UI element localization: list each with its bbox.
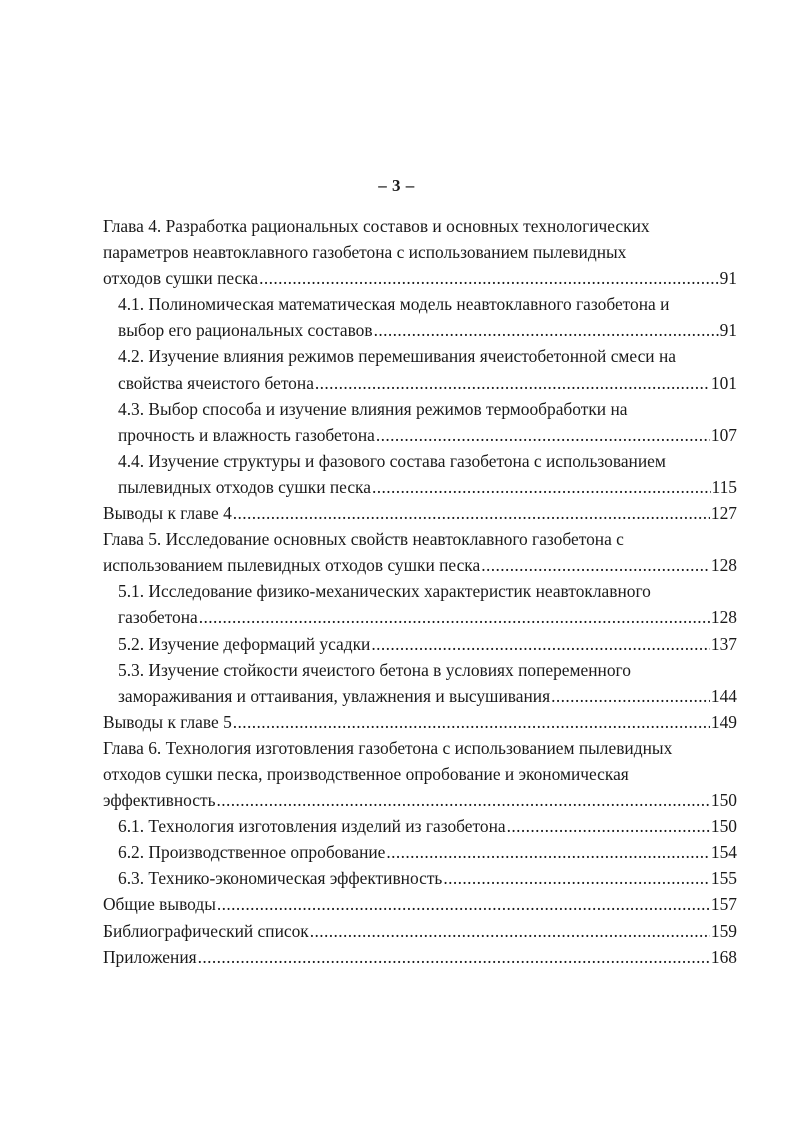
- toc-entry-text: 5.3. Изучение стойкости ячеистого бетона в условиях попеременного: [118, 659, 631, 680]
- dot-leader: [507, 813, 710, 839]
- toc-entry-text: замораживания и оттаивания, увлажнения и высушивания: [118, 685, 551, 706]
- toc-entry-bibliography[interactable]: [103, 918, 737, 944]
- toc-entry-conclusions-5[interactable]: [103, 709, 737, 735]
- toc-page-number: 115: [711, 476, 737, 497]
- toc-entry-text: Библиографический список: [103, 920, 309, 941]
- toc-entry-text: параметров неавтоклавного газобетона с использованием пылевидных: [103, 242, 627, 263]
- toc-page-number: 128: [710, 607, 737, 628]
- toc-entry-text: использованием пылевидных отходов сушки песка: [103, 555, 481, 576]
- toc-page-number: 157: [710, 894, 737, 915]
- toc-entry-section-4-4[interactable]: [103, 448, 737, 500]
- toc-page-number: 137: [710, 633, 737, 654]
- dot-leader: [217, 787, 710, 813]
- toc-entry-text: Приложения: [103, 946, 197, 967]
- dot-leader: [310, 918, 710, 944]
- toc-entry-text: 4.2. Изучение влияния режимов перемешивания ячеистобетонной смеси на: [118, 346, 676, 367]
- toc-entry-text: пылевидных отходов сушки песка: [118, 476, 371, 497]
- dot-leader: [372, 474, 711, 500]
- toc-page-number: 91: [719, 320, 737, 341]
- toc-page-number: 154: [710, 842, 737, 863]
- toc-entry-section-5-3[interactable]: [103, 657, 737, 709]
- toc-entry-text: Глава 5. Исследование основных свойств неавтоклавного газобетона с: [103, 529, 624, 550]
- toc-entry-text: Выводы к главе 5: [103, 711, 232, 732]
- toc-page-number: 159: [710, 920, 737, 941]
- toc-page-number: 101: [710, 372, 737, 393]
- page-number: – 3 –: [378, 176, 415, 195]
- toc-entry-chapter-5[interactable]: [103, 526, 737, 578]
- toc-entry-text: газобетона: [118, 607, 198, 628]
- toc-entry-section-6-1[interactable]: [103, 813, 737, 839]
- toc-page-number: 168: [710, 946, 737, 967]
- toc-entry-text: отходов сушки песка: [103, 268, 259, 289]
- table-of-contents: [103, 213, 737, 970]
- toc-entry-text: Глава 4. Разработка рациональных составов и основных технологических: [103, 216, 650, 236]
- toc-page-number: 149: [710, 711, 737, 732]
- toc-entry-chapter-4[interactable]: [103, 213, 737, 291]
- toc-page-number: 107: [710, 424, 737, 445]
- toc-entry-text: 6.2. Производственное опробование: [118, 842, 386, 863]
- toc-entry-section-6-3[interactable]: [103, 865, 737, 891]
- toc-page-number: 150: [710, 816, 737, 837]
- toc-entry-text: 4.1. Полиномическая математическая модель неавтоклавного газобетона и: [118, 294, 670, 315]
- toc-page-number: 127: [710, 503, 737, 524]
- toc-entry-text: Глава 6. Технология изготовления газобетона с использованием пылевидных: [103, 737, 673, 758]
- toc-entry-conclusions-4[interactable]: [103, 500, 737, 526]
- dot-leader: [481, 552, 710, 578]
- toc-entry-text: 6.3. Технико-экономическая эффективность: [118, 868, 443, 889]
- toc-entry-general-conclusions[interactable]: [103, 891, 737, 917]
- toc-page-number: 91: [719, 268, 737, 289]
- toc-entry-text: отходов сушки песка, производственное опробование и экономическая: [103, 763, 629, 784]
- toc-page-number: 128: [710, 555, 737, 576]
- toc-entry-text: 6.1. Технология изготовления изделий из газобетона: [118, 816, 506, 837]
- dot-leader: [233, 500, 710, 526]
- dot-leader: [386, 839, 710, 865]
- toc-entry-text: выбор его рациональных составов: [118, 320, 373, 341]
- toc-entry-text: 4.3. Выбор способа и изучение влияния режимов термообработки на: [118, 398, 628, 419]
- toc-entry-section-4-2[interactable]: [103, 343, 737, 395]
- dot-leader: [259, 265, 718, 291]
- toc-entry-text: 5.2. Изучение деформаций усадки: [118, 633, 371, 654]
- dot-leader: [198, 944, 710, 970]
- toc-entry-section-6-2[interactable]: [103, 839, 737, 865]
- dot-leader: [551, 683, 710, 709]
- dot-leader: [199, 604, 710, 630]
- toc-entry-section-5-2[interactable]: [103, 631, 737, 657]
- toc-page-number: 155: [710, 868, 737, 889]
- toc-entry-text: Общие выводы: [103, 894, 216, 915]
- toc-entry-text: 4.4. Изучение структуры и фазового состава газобетона с использованием: [118, 450, 666, 471]
- toc-entry-appendices[interactable]: [103, 944, 737, 970]
- toc-entry-text: 5.1. Исследование физико-механических характеристик неавтоклавного: [118, 581, 651, 602]
- toc-entry-text: свойства ячеистого бетона: [118, 372, 314, 393]
- dot-leader: [376, 422, 710, 448]
- dot-leader: [233, 709, 710, 735]
- dot-leader: [443, 865, 710, 891]
- dot-leader: [315, 370, 710, 396]
- dot-leader: [374, 317, 719, 343]
- toc-entry-section-4-1[interactable]: [103, 291, 737, 343]
- toc-page-number: 150: [710, 790, 737, 811]
- toc-entry-chapter-6[interactable]: [103, 735, 737, 813]
- dot-leader: [217, 891, 710, 917]
- toc-page-number: 144: [710, 685, 737, 706]
- toc-entry-section-4-3[interactable]: [103, 396, 737, 448]
- dot-leader: [371, 631, 710, 657]
- toc-entry-section-5-1[interactable]: [103, 578, 737, 630]
- toc-entry-text: эффективность: [103, 790, 216, 811]
- toc-entry-text: Выводы к главе 4: [103, 503, 232, 524]
- toc-entry-text: прочность и влажность газобетона: [118, 424, 375, 445]
